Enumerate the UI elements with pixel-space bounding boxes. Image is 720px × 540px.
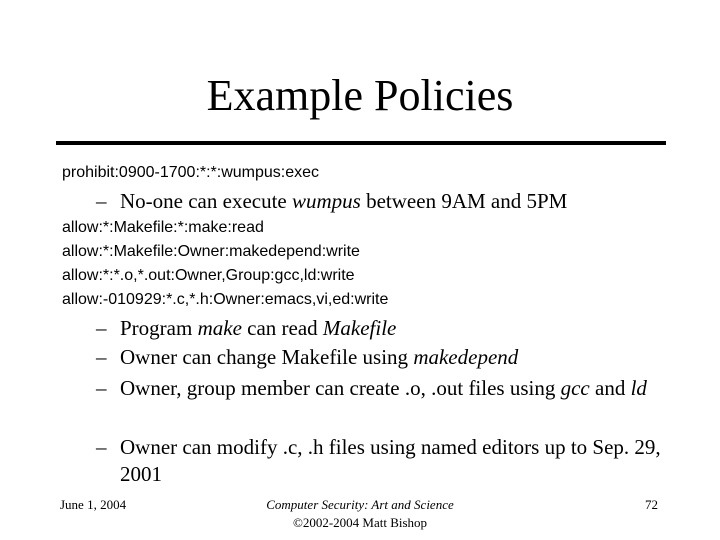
bullet-text xyxy=(120,188,696,215)
bullet-item xyxy=(96,315,676,342)
text-part: Program xyxy=(120,316,198,340)
text-part: Owner can change Makefile using xyxy=(120,345,414,369)
footer-center xyxy=(0,496,720,532)
footer-copyright: ©2002-2004 Matt Bishop xyxy=(292,515,428,530)
policy-rule: allow:-010929:*.c,*.h:Owner:emacs,vi,ed:write xyxy=(62,291,389,308)
title-divider xyxy=(56,141,666,145)
text-italic: ld xyxy=(630,376,647,400)
policy-rule: allow:*:*.o,*.out:Owner,Group:gcc,ld:write xyxy=(62,267,355,284)
text-italic: wumpus xyxy=(292,189,361,213)
bullet-text xyxy=(120,315,676,342)
text-italic: make xyxy=(197,316,242,340)
bullet-text xyxy=(120,375,676,402)
text-part: Owner, group member can create .o, .out files using xyxy=(120,376,561,400)
bullet-item xyxy=(96,344,676,371)
bullet-dash: – xyxy=(96,316,107,340)
rule-1-explanation xyxy=(96,188,696,215)
footer-date: June 1, 2004 xyxy=(60,497,127,512)
bullet-dash: – xyxy=(96,435,107,459)
page-number: 72 xyxy=(645,497,658,512)
policy-rule-prohibit: prohibit:0900-1700:*:*:wumpus:exec xyxy=(62,164,320,181)
policy-rule: allow:*:Makefile:Owner:makedepend:write xyxy=(62,243,360,260)
bullet-dash: – xyxy=(96,376,107,400)
bullet-dash: – xyxy=(96,345,107,369)
text-part: can read xyxy=(241,316,323,340)
policy-rule: allow:*:Makefile:*:make:read xyxy=(62,219,264,236)
bullet-item xyxy=(96,375,676,402)
text-part: and xyxy=(589,376,631,400)
bullet-dash: – xyxy=(96,189,107,213)
bullet-item xyxy=(96,434,676,488)
bullet-text xyxy=(120,344,676,371)
text-part: between 9AM and 5PM xyxy=(360,189,568,213)
text-italic: Makefile xyxy=(322,316,397,340)
text-italic: makedepend xyxy=(413,345,519,369)
slide-title: Example Policies xyxy=(206,71,514,120)
text-italic: gcc xyxy=(560,376,590,400)
footer-book-title: Computer Security: Art and Science xyxy=(266,497,454,512)
bullet-text: Owner can modify .c, .h files using named editors up to Sep. 29, 2001 xyxy=(120,435,661,486)
text-part: No-one can execute xyxy=(120,189,292,213)
